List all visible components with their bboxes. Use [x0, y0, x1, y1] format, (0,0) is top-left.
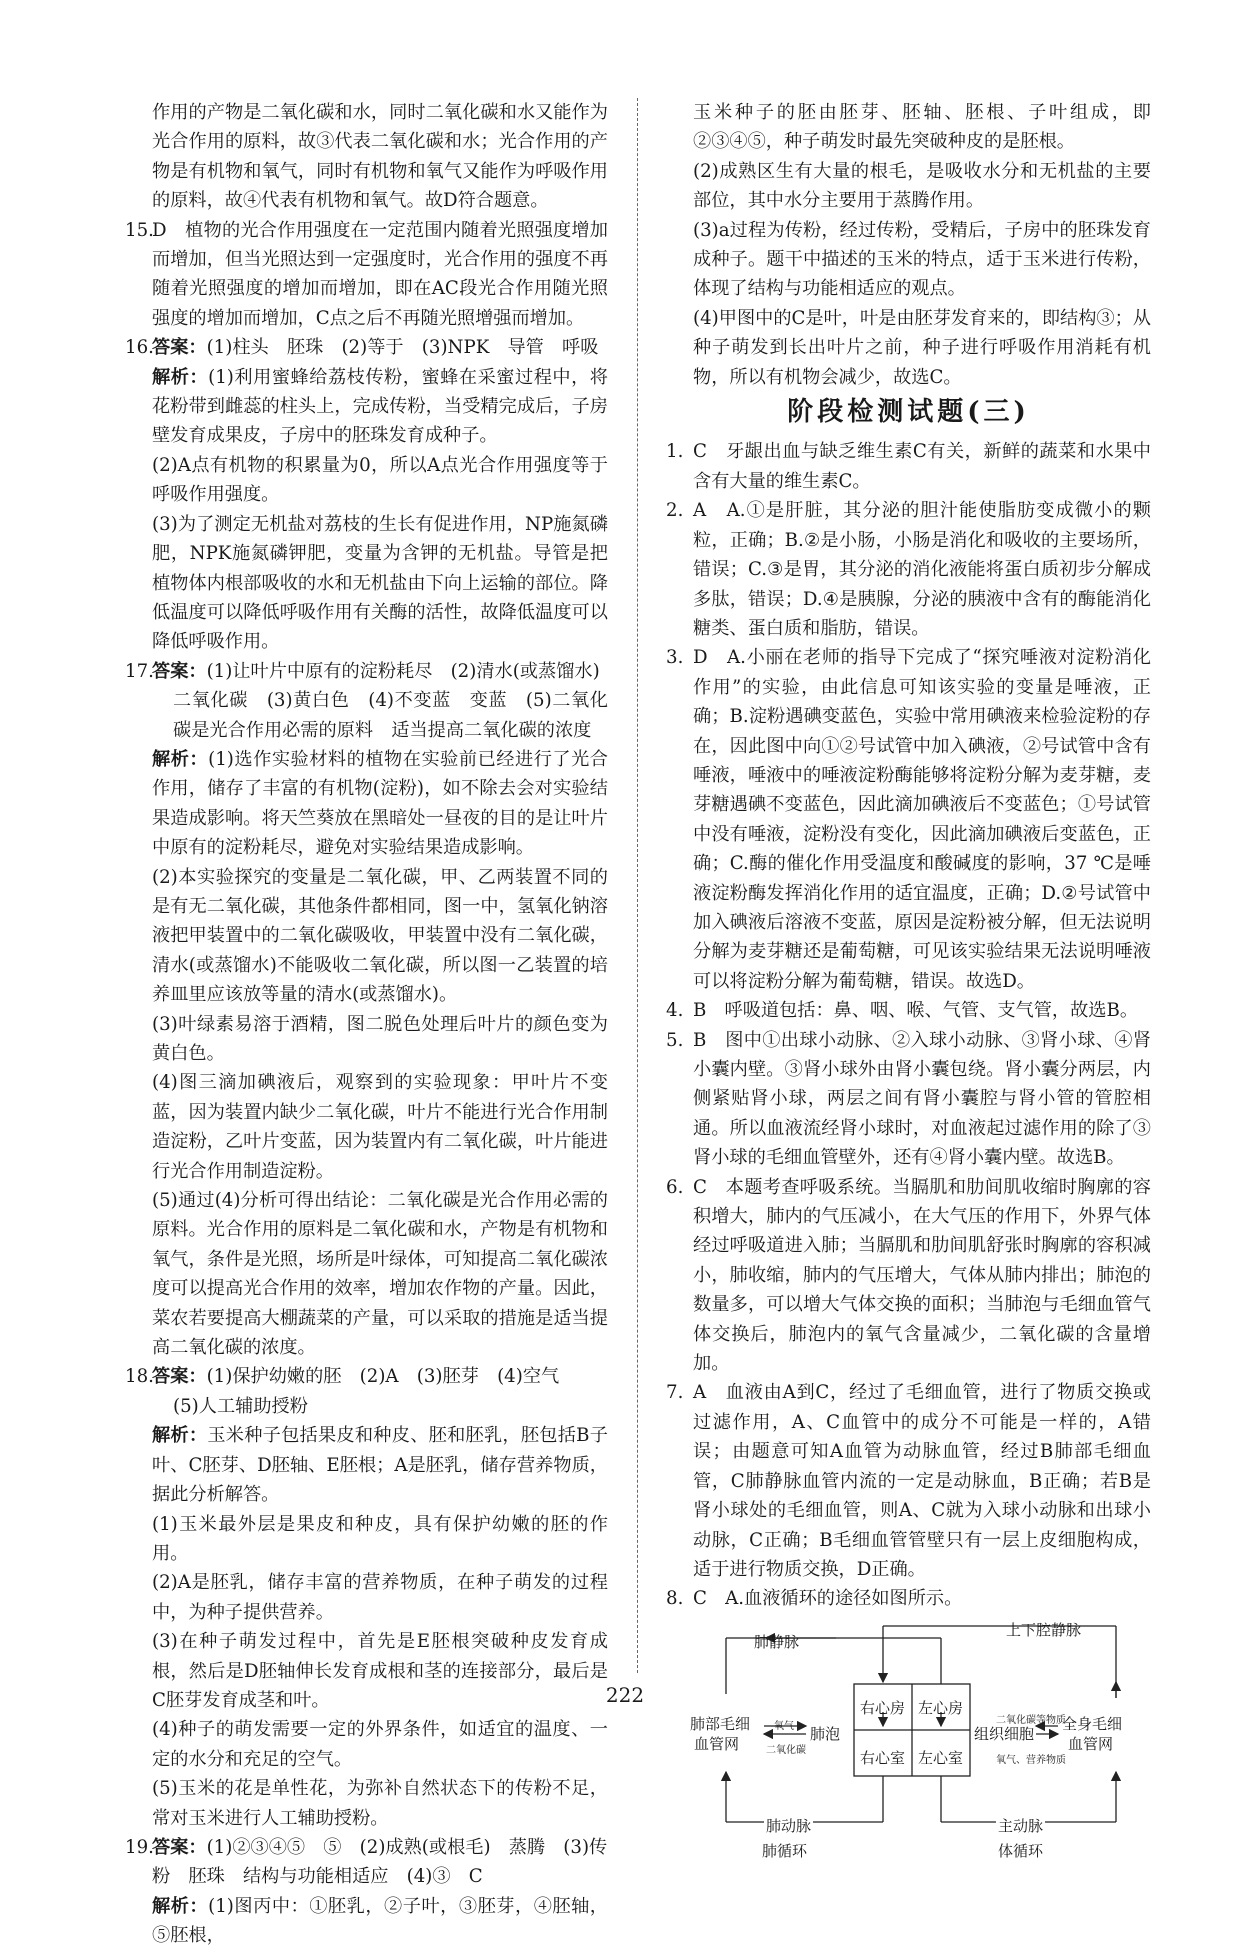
answer-17: 17. 答案：(1)让叶片中原有的淀粉耗尽 (2)清水(或蒸馏水) [125, 660, 600, 682]
answer-8: 8. C A.血液循环的途径如图所示。 [666, 1588, 963, 1610]
q17-explanation-4: (4)图三滴加碘液后，观察到的实验现象：甲叶片不变蓝，因为装置内缺少二氧化碳，叶片不能进行光合作用制造淀粉，乙叶片变蓝，因为装置内有二氧化碳，叶片能进行光合作用制造淀粉。 [152, 1072, 608, 1182]
label-systemic-circulation: 体循环 [998, 1841, 1044, 1860]
label-right-ventricle: 右心室 [860, 1748, 906, 1767]
diagram-captions [666, 1837, 1151, 1867]
q17-explanation-5: (5)通过(4)分析可得出结论：二氧化碳是光合作用必需的原料。光合作用的原料是二氧化碳和水，产物是有机物和氧气，条件是光照，场所是叶绿体，可知提高二氧化碳浓度可以提高光合作用的效率，增加农作物的产量。因此，菜农若要提高大棚蔬菜的产量，可以采取的措施是适当提高二氧化碳的浓度。 [152, 1190, 608, 1359]
label-pulmonary-circulation: 肺循环 [762, 1841, 808, 1860]
q19-continuation-4: (4)甲图中的C是叶，叶是由胚芽发育来的，即结构③；从种子萌发到长出叶片之前，种子进行呼吸作用消耗有机物，所以有机物会减少，故选C。 [693, 307, 1151, 388]
label-left-ventricle: 左心室 [918, 1748, 964, 1767]
q18-explanation-5: (5)玉米的花是单性花，为弥补自然状态下的传粉不足，常对玉米进行人工辅助授粉。 [152, 1778, 608, 1829]
q18-explanation-2: (2)A是胚乳，储存丰富的营养物质，在种子萌发的过程中，为种子提供营养。 [152, 1572, 608, 1623]
label-co2-etc: 二氧化碳等物质 [996, 1714, 1066, 1726]
q16-explanation-2: (2)A点有机物的积累量为0，所以A点光合作用强度等于呼吸作用强度。 [152, 454, 608, 506]
right-column [666, 98, 1151, 1867]
q17-explanation-1: 解析：(1)选作实验材料的植物在实验前已经进行了光合作用，储存了丰富的有机物(淀粉)，如不除去会对实验结果造成影响。将天竺葵放在黑暗处一昼夜的目的是让叶片中原有的淀粉耗尽，避免对实验结果造成影响。 [152, 748, 608, 859]
answer-7: 7. A 血液由A到C，经过了毛细血管，进行了物质交换或过滤作用，A、C血管中的成分不可能是一样的，A错误；由题意可知A血管为动脉血管，经过B肺部毛细血管，C肺静脉血管内流的一定是动脉血，B正确；若B是肾小球处的毛细血管，则A、C就为入球小动脉和出球小动脉，C正确；B毛细血管管壁只有一层上皮细胞构成，适于进行物质交换，D正确。 [666, 1382, 1151, 1580]
label-co2: 二氧化碳 [766, 1744, 806, 1756]
answer-4: 4. B 呼吸道包括：鼻、咽、喉、气管、支气管，故选B。 [666, 1000, 1139, 1022]
answer-5: 5. B 图中①出球小动脉、②入球小动脉、③肾小球、④肾小囊内壁。③肾小球外由肾小囊包绕。肾小囊分两层，内侧紧贴肾小球，两层之间有肾小囊腔与肾小管的管腔相通。所以血液流经肾小球时，对血液起过滤作用的除了③肾小球的毛细血管壁外，还有④肾小囊内壁。故选B。 [666, 1029, 1151, 1169]
q18-explanation-1: (1)玉米最外层是果皮和种皮，具有保护幼嫩的胚的作用。 [152, 1513, 608, 1564]
q19-continuation-1: 玉米种子的胚由胚芽、胚轴、胚根、子叶组成，即②③④⑤，种子萌发时最先突破种皮的是胚根。 [693, 102, 1151, 153]
q19-answer-2: 粉 胚珠 结构与功能相适应 (4)③ C [152, 1866, 483, 1888]
q19-continuation-3: (3)a过程为传粉，经过传粉，受精后，子房中的胚珠发育成种子。题干中描述的玉米的特点，适于玉米进行传粉，体现了结构与功能相适应的观点。 [693, 219, 1151, 300]
q18-explanation-0: 解析：玉米种子包括果皮和种皮、胚和胚乳，胚包括B子叶、C胚芽、D胚轴、E胚根；A是胚乳，储存营养物质，据此分析解答。 [152, 1425, 608, 1506]
q17-answer-2: 二氧化碳 (3)黄白色 (4)不变蓝 变蓝 (5)二氧化碳是光合作用必需的原料 适当提高二氧化碳的浓度 [173, 690, 608, 741]
answer-16: 16. 答案：(1)柱头 胚珠 (2)等于 (3)NPK 导管 呼吸 [125, 337, 599, 359]
answer-19: 19. 答案：(1)②③④⑤ ⑤ (2)成熟(或根毛) 蒸腾 (3)传 [125, 1836, 608, 1858]
label-aorta: 主动脉 [996, 1812, 1045, 1841]
q19-explanation-1: 解析：(1)图丙中：①胚乳，②子叶，③胚芽，④胚轴，⑤胚根， [152, 1895, 608, 1947]
answer-2: 2. A A.①是肝脏，其分泌的胆汁能使脂肪变成微小的颗粒，正确；B.②是小肠，小肠是消化和吸收的主要场所，错误；C.③是胃，其分泌的消化液能将蛋白质初步分解成多肽，错误；D.④是胰腺，分泌的胰液中含有的酶能消化糖类、蛋白质和脂肪，错误。 [666, 500, 1151, 639]
q17-explanation-2: (2)本实验探究的变量是二氧化碳，甲、乙两装置不同的是有无二氧化碳，其他条件都相同，图一中，氢氧化钠溶液把甲装置中的二氧化碳吸收，甲装置中没有二氧化碳，清水(或蒸馏水)不能吸收二氧化碳，所以图一乙装置的培养皿里应该放等量的清水(或蒸馏水)。 [152, 866, 608, 1006]
blood-circulation-diagram [690, 1620, 1136, 1837]
column-divider [637, 98, 638, 1673]
label-lung-capillary-1: 肺部毛细 [690, 1714, 751, 1733]
label-left-atrium: 左心房 [918, 1698, 964, 1717]
label-body-capillary-2: 血管网 [1068, 1734, 1114, 1753]
label-tissue-cells: 组织细胞 [974, 1724, 1035, 1743]
label-pulmonary-artery: 肺动脉 [764, 1812, 813, 1841]
answer-18: 18. 答案：(1)保护幼嫩的胚 (2)A (3)胚芽 (4)空气 [125, 1366, 560, 1388]
q17-explanation-3: (3)叶绿素易溶于酒精，图二脱色处理后叶片的颜色变为黄白色。 [152, 1013, 608, 1064]
label-oxygen-nutrients: 氧气、营养物质 [996, 1754, 1066, 1766]
left-column [125, 98, 608, 1951]
q18-explanation-3: (3)在种子萌发过程中，首先是E胚根突破种皮发育成根，然后是D胚轴伸长发育成根和茎的连接部分，最后是C胚芽发育成茎和叶。 [152, 1631, 608, 1711]
label-oxygen: 氧气 [774, 1720, 794, 1732]
q18-answer-2: (5)人工辅助授粉 [173, 1395, 308, 1417]
label-vena-cava: 上下腔静脉 [1006, 1620, 1082, 1639]
q18-explanation-4: (4)种子的萌发需要一定的外界条件，如适宜的温度、一定的水分和充足的空气。 [152, 1719, 608, 1770]
q19-continuation-2: (2)成熟区生有大量的根毛，是吸收水分和无机盐的主要部位，其中水分主要用于蒸腾作用。 [693, 160, 1151, 212]
q16-explanation-1: 解析：(1)利用蜜蜂给荔枝传粉，蜜蜂在采蜜过程中，将花粉带到雌蕊的柱头上，完成传粉，当受精完成后，子房壁发育成果皮，子房中的胚珠发育成种子。 [152, 366, 608, 447]
q16-explanation-3: (3)为了测定无机盐对荔枝的生长有促进作用，NP施氮磷肥，NPK施氮磷钾肥，变量为含钾的无机盐。导管是把植物体内根部吸收的水和无机盐由下向上运输的部位。降低温度可以降低呼吸作用有关酶的活性，故降低温度可以降低呼吸作用。 [152, 513, 608, 653]
answer-3: 3. D A.小丽在老师的指导下完成了“探究唾液对淀粉消化作用”的实验，由此信息可知该实验的变量是唾液，正确；B.淀粉遇碘变蓝色，实验中常用碘液来检验淀粉的存在，因此图中向①②号试管中加入碘液，②号试管中含有唾液，唾液中的唾液淀粉酶能够将淀粉分解为麦芽糖，麦芽糖遇碘不变蓝色，因此滴加碘液后不变蓝色；①号试管中没有唾液，淀粉没有变化，因此滴加碘液后变蓝色，正确；C.酶的催化作用受温度和酸碱度的影响，37 ℃是唾液淀粉酶发挥消化作用的适宜温度，正确；D.②号试管中加入碘液后溶液不变蓝，原因是淀粉被分解，但无法说明分解为麦芽糖还是葡萄糖，可见该实验结果无法说明唾液可以将淀粉分解为葡萄糖，错误。故选D。 [666, 647, 1151, 992]
label-pulmonary-vein: 肺静脉 [754, 1632, 800, 1651]
section-title: 阶段检测试题(三) [787, 397, 1030, 428]
page-number: 222 [605, 1683, 645, 1707]
answer-15: 15. D 植物的光合作用强度在一定范围内随着光照强度增加而增加，但当光照达到一定强度时，光合作用的强度不再随着光照强度的增加而增加，即在AC段光合作用随光照强度的增加而增加，C点之后不再随光照增强而增加。 [125, 219, 608, 329]
answer-6: 6. C 本题考查呼吸系统。当膈肌和肋间肌收缩时胸廓的容积增大，肺内的气压减小，在大气压的作用下，外界气体经过呼吸道进入肺；当膈肌和肋间肌舒张时胸廓的容积减小，肺收缩，肺内的气压增大，气体从肺内排出；肺泡的数量多，可以增大气体交换的面积；当肺泡与毛细血管气体交换后，肺泡内的氧气含量减少，二氧化碳的含量增加。 [666, 1176, 1151, 1375]
q14-continuation: 作用的产物是二氧化碳和水，同时二氧化碳和水又能作为光合作用的原料，故③代表二氧化碳和水；光合作用的产物是有机物和氧气，同时有机物和氧气又能作为呼吸作用的原料，故④代表有机物和氧气。故D符合题意。 [152, 102, 608, 212]
label-lung-capillary-2: 血管网 [694, 1734, 740, 1753]
label-right-atrium: 右心房 [860, 1698, 906, 1717]
label-body-capillary-1: 全身毛细 [1062, 1714, 1123, 1733]
label-alveoli: 肺泡 [810, 1724, 841, 1743]
answer-1: 1. C 牙龈出血与缺乏维生素C有关，新鲜的蔬菜和水果中含有大量的维生素C。 [666, 441, 1151, 492]
